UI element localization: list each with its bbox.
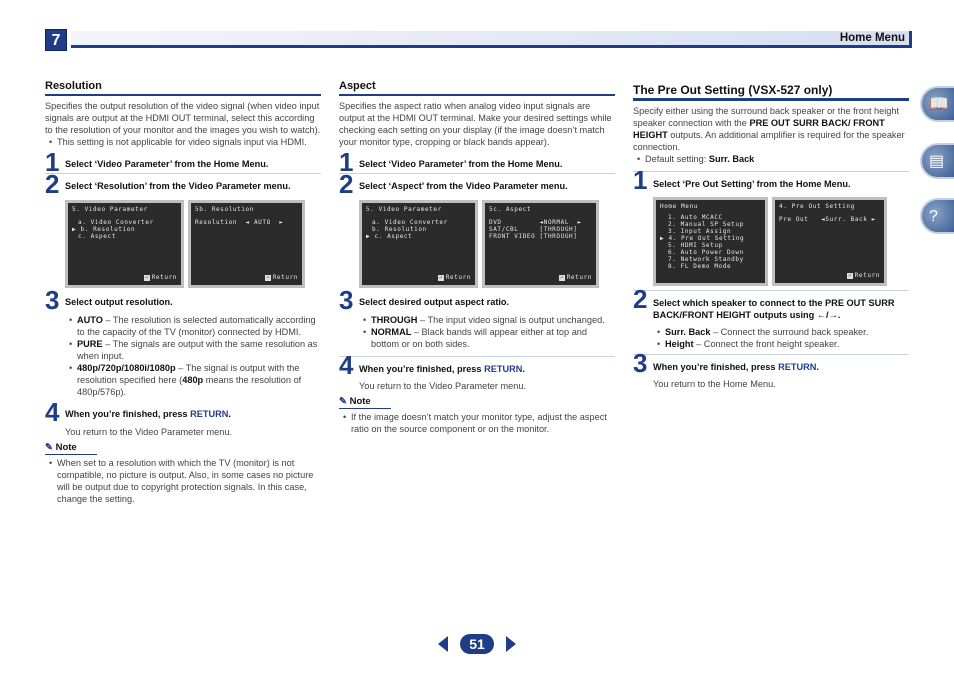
return-keyword: RETURN: [190, 409, 229, 419]
step-text: Select ‘Resolution’ from the Video Parameter menu.: [65, 181, 291, 191]
intro-part: outputs. An additional amplifier is required for the speaker connection.: [633, 130, 905, 152]
intro-part: Specify either using the surround back speaker or the front height speaker connection with the: [633, 106, 900, 128]
intro-key: PRE OUT SURR BACK/ FRONT HEIGHT: [633, 118, 885, 140]
osd-row: 3. Input Assign: [668, 228, 732, 235]
help-icon[interactable]: [920, 198, 954, 234]
list-item: [653, 338, 909, 350]
osd-title: Home Menu: [660, 203, 698, 210]
option-desc: – Connect the front height speaker.: [693, 339, 840, 349]
osd-row: 5. HDMI Setup: [668, 242, 723, 249]
option-desc: – Black bands will appear either at top and bottom or on both sides.: [371, 327, 588, 349]
note-heading: ✎ Note: [339, 396, 391, 409]
osd-row: Pre Out ◄Surr. Back ►: [779, 216, 876, 223]
osd-row: DVD ◄NORMAL ►: [489, 219, 582, 226]
chapter-header: [45, 29, 912, 51]
header-title: Home Menu: [839, 32, 905, 44]
cursor-icon: ▶: [366, 233, 375, 240]
osd-row: 6. Auto Power Down: [668, 249, 744, 256]
step-1: [339, 147, 615, 177]
note-text: • If the image doesn’t match your monitor type, adjust the aspect ratio on the source component or on the monitor.: [339, 411, 615, 435]
option-desc: – Connect the surround back speaker.: [710, 327, 869, 337]
osd-row: [72, 226, 177, 233]
osd-screens: [65, 200, 321, 288]
resolution-section: [45, 80, 321, 505]
osd-row: 1. Auto MCACC: [668, 214, 723, 221]
section-intro: Specifies the aspect ratio when analog video input signals are output at the HDMI OUT terminal. Make your desired settings while checking each setting on your display (if the image doesn’t match your monitor type, cropping or black bands appear).: [339, 101, 612, 147]
cursor-icon: ▶: [72, 226, 81, 233]
step-text-part: When you’re finished, press: [65, 409, 191, 419]
step-result: You return to the Video Parameter menu.: [359, 381, 527, 391]
default-setting: [633, 153, 909, 165]
option-key: 480p/720p/1080i/1080p: [77, 363, 176, 373]
option-key: Surr. Back: [665, 327, 711, 337]
pre-out-section: [633, 80, 909, 390]
note-heading: ✎ Note: [45, 442, 97, 455]
step-2-options: [633, 326, 909, 350]
cursor-icon: ▶: [660, 235, 669, 242]
help-glyph: ?: [929, 208, 938, 225]
step-2: [45, 169, 321, 199]
step-number: 3: [633, 348, 648, 378]
osd-row: c. Aspect: [78, 233, 116, 240]
option-desc: – The signals are output with the same resolution as when input.: [77, 339, 318, 361]
osd-row: Resolution ◄ AUTO ►: [195, 219, 284, 226]
book-icon[interactable]: [920, 86, 954, 122]
step-number: 1: [633, 165, 648, 195]
page-number: 51: [460, 634, 494, 654]
option-key: Height: [665, 339, 694, 349]
step-text-part: .: [522, 364, 525, 374]
step-2: [339, 169, 615, 199]
return-label: ⏎ Return: [559, 274, 592, 282]
header-bar: [71, 31, 912, 48]
step-result: You return to the Home Menu.: [653, 379, 776, 389]
osd-screens: [653, 197, 909, 286]
osd-row: b. Resolution: [372, 226, 427, 233]
step-3-options: [339, 314, 615, 350]
osd-row-text: b. Resolution: [80, 226, 136, 233]
step-text-part: When you’re finished, press: [359, 364, 485, 374]
list-item: [65, 362, 321, 398]
step-text: Select ‘Video Parameter’ from the Home Menu.: [65, 159, 269, 169]
section-title: Resolution: [45, 80, 321, 96]
step-text: Select ‘Pre Out Setting’ from the Home Menu.: [653, 179, 851, 189]
step-number: 3: [45, 285, 60, 315]
step-number: 2: [339, 169, 354, 199]
return-label: ⏎ Return: [438, 274, 471, 282]
section-intro: Specifies the output resolution of the video signal (when video input signals are output at the HDMI OUT terminal, select this according to the resolution of your monitor and the images you wish to watch).: [45, 101, 321, 135]
option-key: AUTO: [77, 315, 103, 325]
osd-home-menu: [653, 197, 768, 286]
osd-screens: [359, 200, 615, 288]
osd-row: [660, 235, 761, 242]
list-item: • This setting is not applicable for video signals input via HDMI.: [45, 136, 321, 148]
step-text: Select which speaker to connect to the PRE OUT SURR BACK/FRONT HEIGHT outputs using ←/→.: [653, 298, 895, 320]
osd-row-text: c. Aspect: [374, 233, 413, 240]
option-key: NORMAL: [371, 327, 412, 337]
step-4: [339, 350, 615, 380]
return-keyword: RETURN: [484, 364, 523, 374]
page-navigation: [436, 634, 518, 654]
option-desc: – The input video signal is output unchanged.: [417, 315, 605, 325]
option-desc: – The signal is output with the resolution specified here (: [77, 363, 300, 385]
return-label: ⏎ Return: [144, 274, 177, 282]
chapter-number: 7: [45, 29, 67, 51]
step-text: [653, 357, 909, 376]
book-glyph: 📖: [929, 96, 949, 113]
next-page-icon[interactable]: [506, 636, 516, 652]
step-number: 4: [45, 397, 60, 427]
default-label: Default setting:: [645, 154, 709, 164]
return-keyword: RETURN: [778, 362, 817, 372]
osd-title: 5. Video Parameter: [72, 206, 148, 213]
previous-page-icon[interactable]: [438, 636, 448, 652]
step-3: [45, 285, 321, 315]
osd-aspect: [482, 200, 599, 288]
step-1: [45, 147, 321, 177]
osd-title: 5c. Aspect: [489, 206, 532, 213]
step-number: 2: [45, 169, 60, 199]
step-1: [633, 165, 909, 195]
step-text-part: When you’re finished, press: [653, 362, 779, 372]
osd-row: 8. FL Demo Mode: [668, 263, 732, 270]
step-text: [359, 359, 615, 378]
step-text: [65, 404, 321, 423]
option-key: PURE: [77, 339, 103, 349]
list-item: [359, 314, 615, 326]
step-text: Select output resolution.: [65, 297, 173, 307]
step-3: [339, 285, 615, 315]
osd-row: a. Video Converter: [78, 219, 154, 226]
step-number: 1: [339, 147, 354, 177]
osd-pre-out: [772, 197, 887, 286]
option-desc: – The resolution is selected automatically according to the capacity of the TV (monitor) connected by HDMI.: [77, 315, 316, 337]
osd-resolution: [188, 200, 305, 288]
osd-video-parameter: [65, 200, 184, 288]
osd-row: 2. Manual SP Setup: [668, 221, 744, 228]
osd-row: [366, 233, 471, 240]
step-result: You return to the Video Parameter menu.: [65, 427, 233, 437]
step-3-options: [45, 314, 321, 398]
osd-title: 5b. Resolution: [195, 206, 254, 213]
step-number: 4: [339, 350, 354, 380]
step-4: [45, 397, 321, 427]
list-item: [359, 326, 615, 350]
step-3: [633, 348, 909, 378]
osd-row: a. Video Converter: [372, 219, 448, 226]
osd-title: 5. Video Parameter: [366, 206, 442, 213]
osd-video-parameter: [359, 200, 478, 288]
step-text-part: .: [228, 409, 231, 419]
note-text: • When set to a resolution with which the TV (monitor) is not compatible, no picture is output. Also, in some cases no picture will be output due to copyright protection signals. In this case, change the setting.: [45, 457, 321, 505]
default-value: Surr. Back: [708, 154, 755, 164]
section-intro: [633, 105, 909, 153]
osd-title: 4. Pre Out Setting: [779, 203, 855, 210]
osd-row: FRONT VIDEO [THROUGH]: [489, 233, 578, 240]
section-title: The Pre Out Setting (VSX-527 only): [633, 80, 909, 101]
return-label: ⏎ Return: [847, 272, 880, 280]
step-number: 1: [45, 147, 60, 177]
step-number: 2: [633, 284, 648, 314]
option-key: 480p: [182, 375, 204, 385]
osd-row-text: 4. Pre Out Setting: [668, 235, 745, 242]
option-desc: means the resolution of 480p/576p).: [77, 375, 302, 397]
section-title: Aspect: [339, 80, 615, 96]
step-text: Select ‘Video Parameter’ from the Home Menu.: [359, 159, 563, 169]
aspect-section: [339, 80, 615, 435]
osd-row: SAT/CBL [THROUGH]: [489, 226, 578, 233]
list-item: [65, 314, 321, 338]
receiver-glyph: ▤: [929, 153, 945, 170]
return-label: ⏎ Return: [265, 274, 298, 282]
list-item: [65, 338, 321, 362]
step-number: 3: [339, 285, 354, 315]
receiver-icon[interactable]: [920, 143, 954, 179]
step-text-part: .: [816, 362, 819, 372]
step-text: Select ‘Aspect’ from the Video Parameter menu.: [359, 181, 568, 191]
list-item: [653, 326, 909, 338]
osd-row: 7. Network Standby: [668, 256, 744, 263]
step-text: Select desired output aspect ratio.: [359, 297, 510, 307]
option-key: THROUGH: [371, 315, 418, 325]
step-2: [633, 284, 909, 324]
